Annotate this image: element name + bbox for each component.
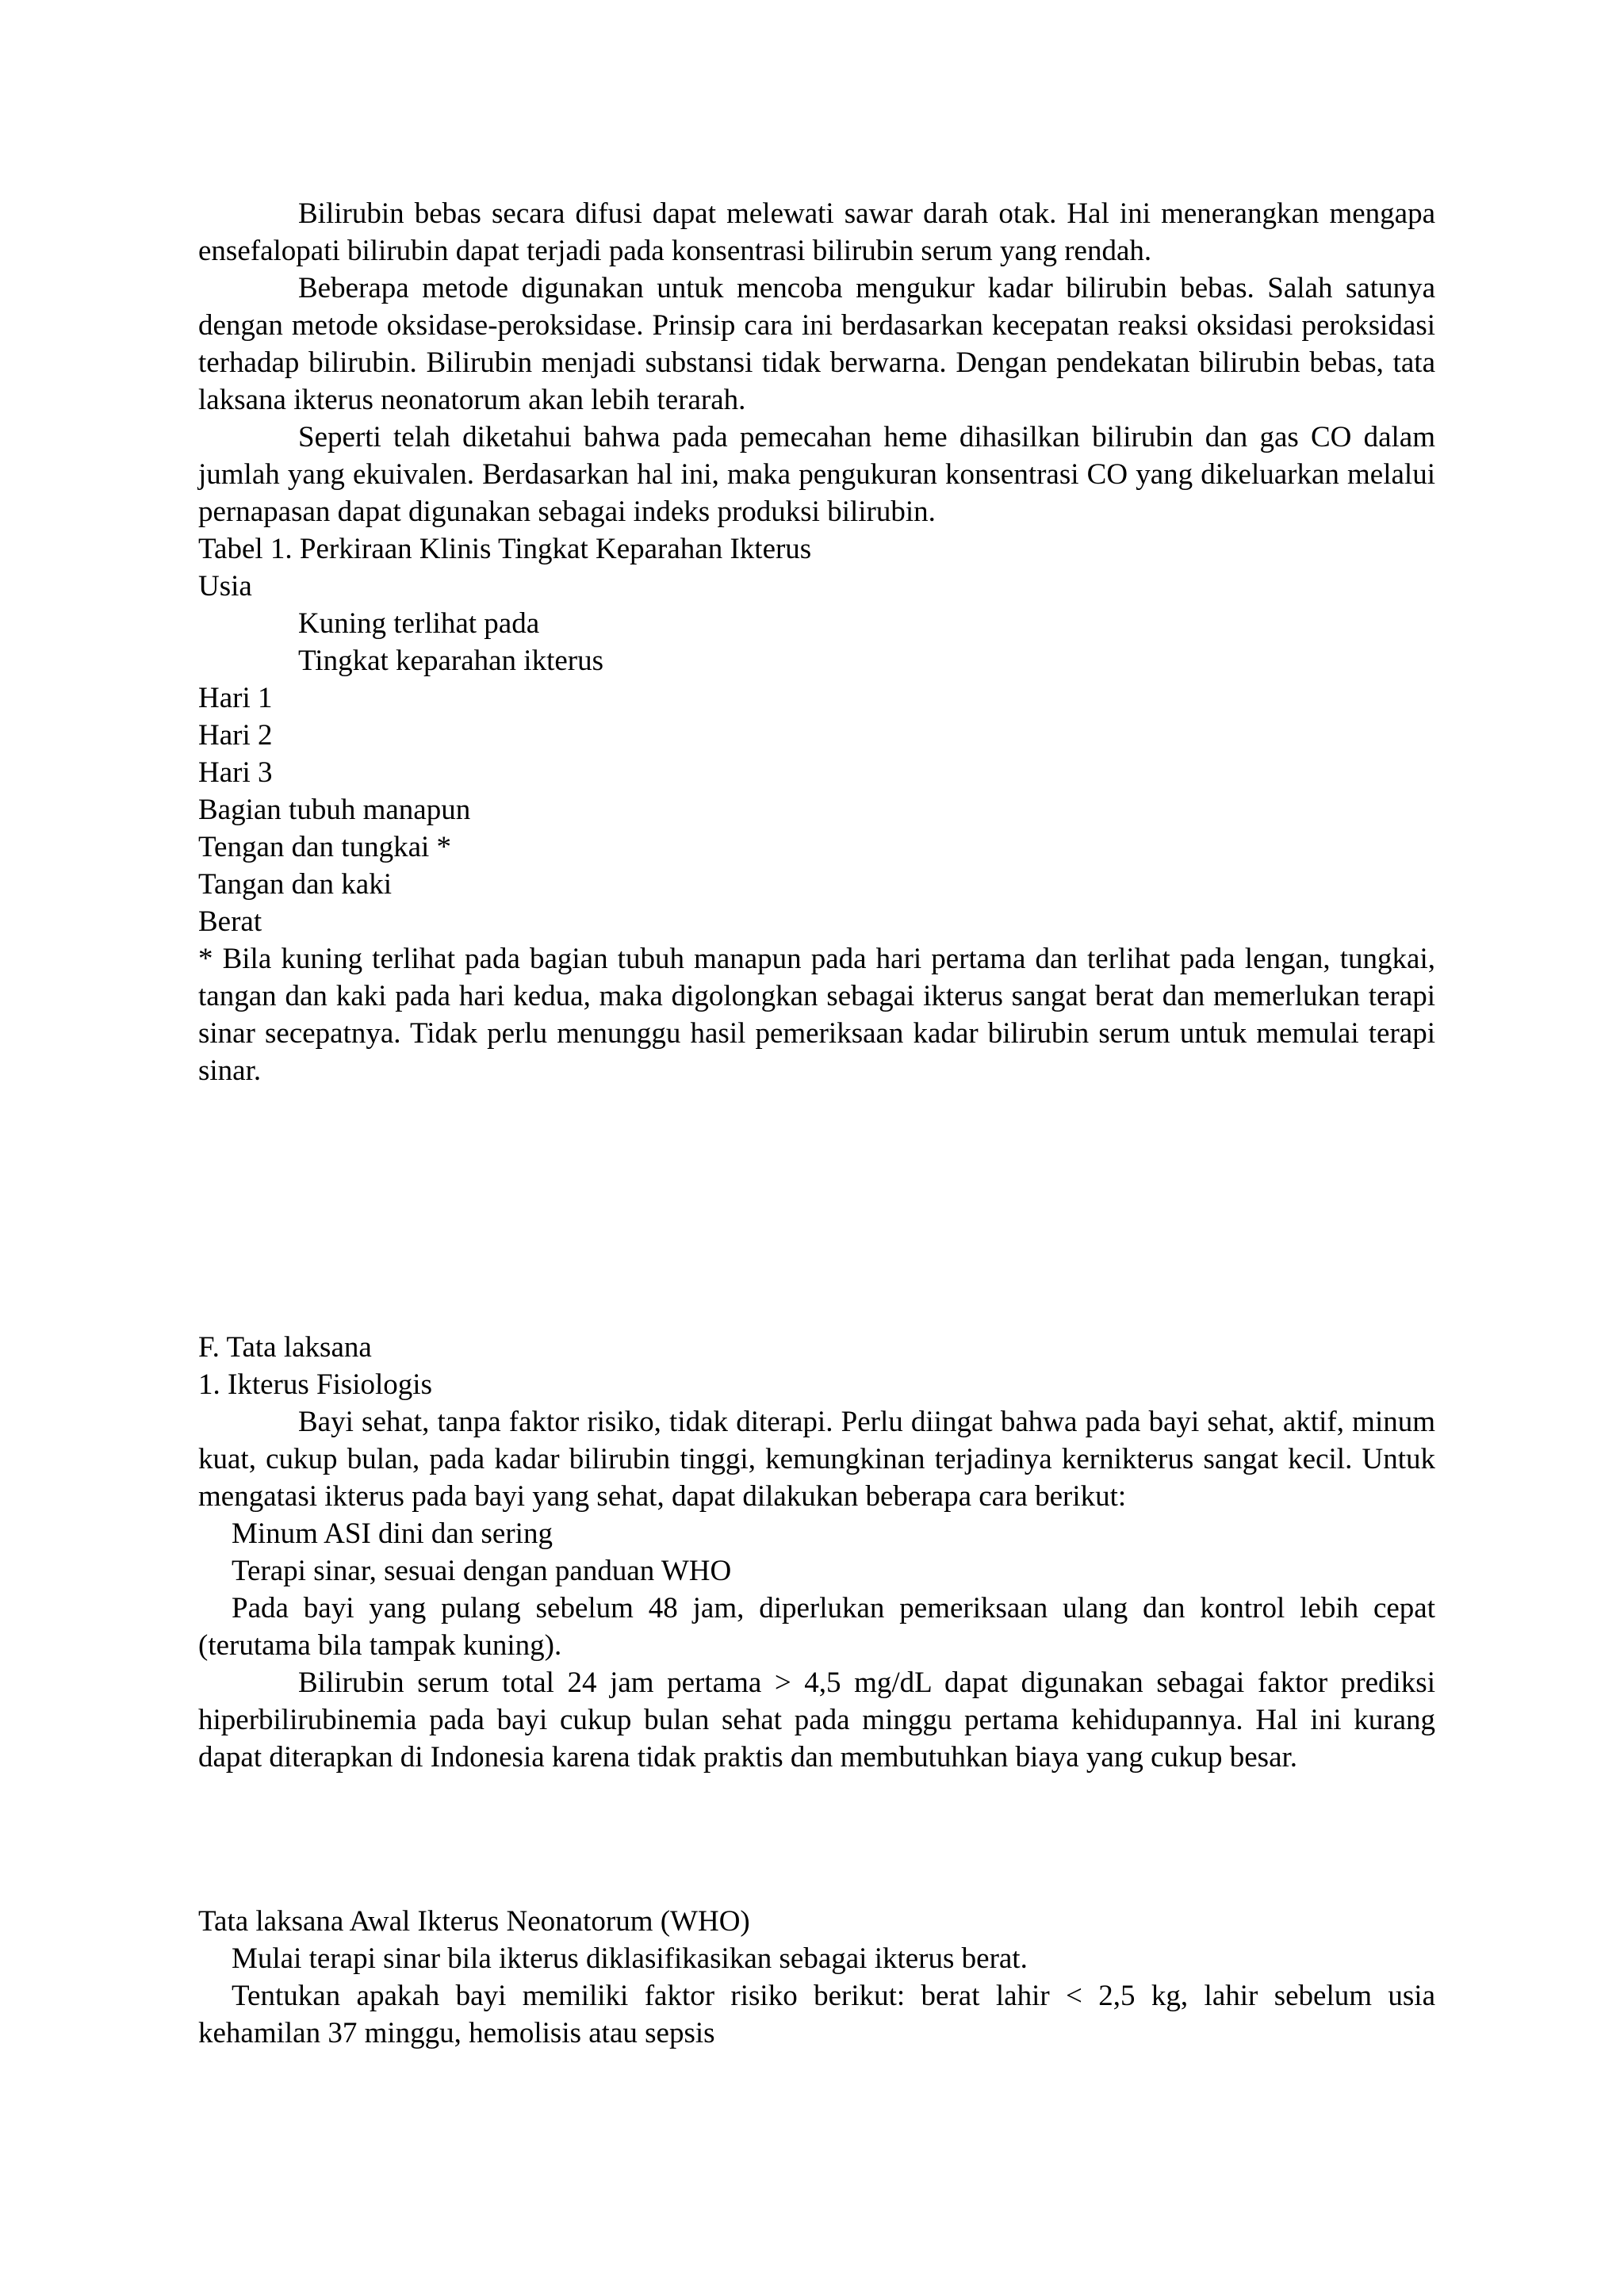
paragraph-metode-oksidase: Beberapa metode digunakan untuk mencoba mengukur kadar bilirubin bebas. Salah satunya dengan metode oksidase-peroksidase. Prinsip cara ini berdasarkan kecepatan reaksi oksidasi peroksidasi terhadap bilirubin. Bilirubin menjadi substansi tidak berwarna. Dengan pendekatan bilirubin bebas, tata laksana ikterus neonatorum akan lebih terarah. — [198, 272, 1435, 416]
table-header-tingkat: Tingkat keparahan ikterus — [298, 645, 603, 677]
paragraph-pulang-48-jam: Pada bayi yang pulang sebelum 48 jam, diperlukan pemeriksaan ulang dan kontrol lebih cepat (terutama bila tampak kuning). — [198, 1592, 1435, 1662]
table-row-hari-2: Hari 2 — [198, 719, 273, 752]
section-heading: F. Tata laksana — [198, 1331, 372, 1364]
table-caption: Tabel 1. Perkiraan Klinis Tingkat Keparahan Ikterus — [198, 533, 812, 565]
table-row-hari-3: Hari 3 — [198, 756, 273, 789]
table-cell-tangan-kaki: Tangan dan kaki — [198, 868, 392, 901]
paragraph-sawar-darah-otak: Bilirubin bebas secara difusi dapat melewati sawar darah otak. Hal ini menerangkan mengapa ensefalopati bilirubin dapat terjadi pada konsentrasi bilirubin serum yang rendah. — [198, 197, 1435, 267]
who-item-terapi-sinar: Mulai terapi sinar bila ikterus diklasifikasikan sebagai ikterus berat. — [232, 1942, 1028, 1975]
table-header-kuning: Kuning terlihat pada — [298, 607, 540, 640]
section-who — [198, 1903, 1435, 2052]
list-item-terapi-sinar: Terapi sinar, sesuai dengan panduan WHO — [232, 1555, 732, 1587]
paragraph-bayi-sehat: Bayi sehat, tanpa faktor risiko, tidak diterapi. Perlu diingat bahwa pada bayi sehat, aktif, minum kuat, cukup bulan, pada kadar bilirubin tinggi, kemungkinan terjadinya kernikterus sangat kecil. Untuk mengatasi ikterus pada bayi yang sehat, dapat dilakukan beberapa cara berikut: — [198, 1406, 1435, 1513]
section-tata-laksana — [198, 1329, 1435, 1776]
who-item-faktor-risiko: Tentukan apakah bayi memiliki faktor risiko berikut: berat lahir < 2,5 kg, lahir sebelum usia kehamilan 37 minggu, hemolisis atau sepsis — [198, 1980, 1435, 2049]
who-heading: Tata laksana Awal Ikterus Neonatorum (WHO) — [198, 1905, 750, 1938]
table-cell-tengan-tungkai: Tengan dan tungkai * — [198, 831, 452, 863]
list-item-asi: Minum ASI dini dan sering — [232, 1517, 553, 1550]
table-header-usia: Usia — [198, 570, 252, 603]
table-cell-bagian-tubuh: Bagian tubuh manapun — [198, 794, 471, 826]
table-footnote: * Bila kuning terlihat pada bagian tubuh manapun pada hari pertama dan terlihat pada lengan, tungkai, tangan dan kaki pada hari kedua, maka digolongkan sebagai ikterus sangat berat dan memerlukan terapi sinar secepatnya. Tidak perlu menunggu hasil pemeriksaan kadar bilirubin serum untuk memulai terapi sinar. — [198, 943, 1435, 1087]
table-cell-berat: Berat — [198, 905, 262, 938]
paragraph-gas-co: Seperti telah diketahui bahwa pada pemecahan heme dihasilkan bilirubin dan gas CO dalam jumlah yang ekuivalen. Berdasarkan hal ini, maka pengukuran konsentrasi CO yang dikeluarkan melalui pernapasan dapat digunakan sebagai indeks produksi bilirubin. — [198, 421, 1435, 528]
table-row-hari-1: Hari 1 — [198, 682, 273, 714]
section-bilirubin-bebas — [198, 195, 1435, 1089]
subsection-heading: 1. Ikterus Fisiologis — [198, 1368, 432, 1401]
paragraph-bilirubin-serum: Bilirubin serum total 24 jam pertama > 4,5 mg/dL dapat digunakan sebagai faktor prediksi hiperbilirubinemia pada bayi cukup bulan sehat pada minggu pertama kehidupannya. Hal ini kurang dapat diterapkan di Indonesia karena tidak praktis dan membutuhkan biaya yang cukup besar. — [198, 1667, 1435, 1774]
